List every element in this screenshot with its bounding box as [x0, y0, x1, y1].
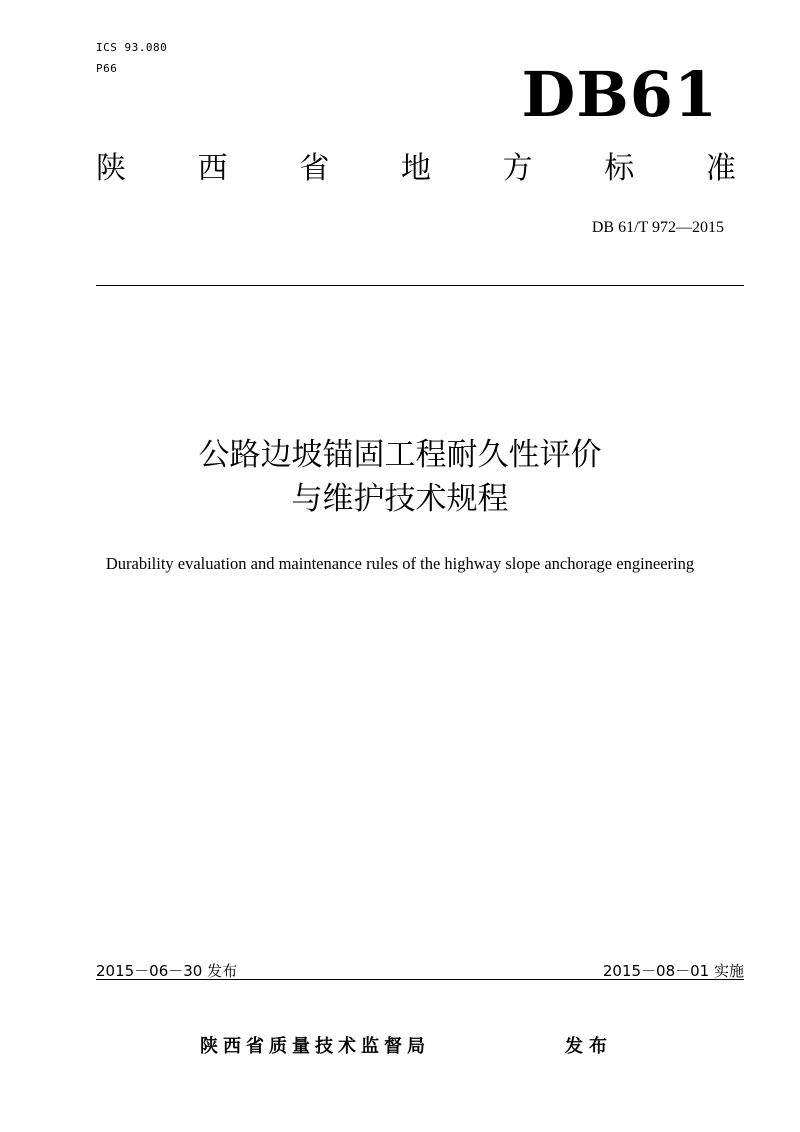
- title-line-1: 公路边坡锚固工程耐久性评价: [198, 437, 602, 473]
- implementation-date: 2015－08－01 实施: [602, 962, 744, 980]
- standard-authority: [96, 151, 736, 186]
- issue-date: 2015－06－30 发布: [96, 962, 238, 980]
- english-title: Durability evaluation and maintenance rules of the highway slope anchorage engineering: [105, 554, 695, 573]
- ccs-code: P66: [96, 62, 118, 75]
- top-divider: [96, 285, 744, 286]
- authority-char: 地: [400, 151, 431, 186]
- standard-logo: DB61: [521, 58, 718, 131]
- authority-char: 标: [604, 151, 635, 186]
- authority-char: 方: [502, 151, 533, 186]
- ics-code: ICS 93.080: [96, 41, 168, 54]
- authority-char: 省: [299, 151, 330, 186]
- authority-char: 西: [197, 151, 228, 186]
- publish-label: 发布: [565, 1036, 613, 1057]
- bottom-divider: [96, 979, 744, 980]
- standard-number: DB 61/T 972—2015: [591, 219, 724, 236]
- title-line-2: 与维护技术规程: [291, 481, 509, 517]
- publisher-name: 陕西省质量技术监督局: [200, 1036, 430, 1057]
- authority-char: 准: [705, 151, 736, 186]
- authority-char: 陕: [96, 151, 126, 186]
